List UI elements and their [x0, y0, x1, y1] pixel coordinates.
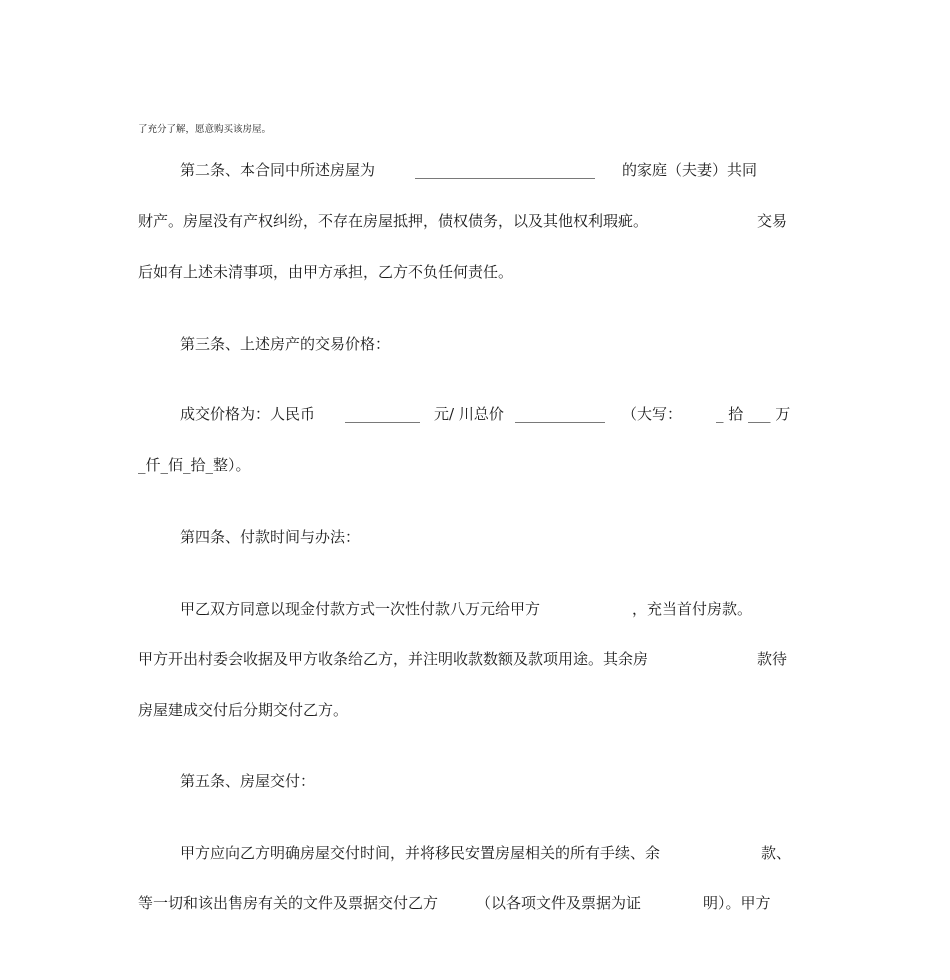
total-price-blank: ____________ [515, 405, 605, 423]
capital-amount-label: （大写： [622, 405, 683, 423]
unit-price-text: 元/ 川总价 [434, 405, 504, 423]
receipt-text: 甲方开出村委会收据及甲方收条给乙方，并注明收款数额及款项用途。其余房 [138, 650, 649, 668]
article-2-intro: 第二条、本合同中所述房屋为 [180, 161, 376, 179]
article-4-paragraph-line-2 [0, 649, 950, 669]
evidence-end-text: 明）。甲方 [703, 894, 771, 912]
payment-method-text: 甲乙双方同意以现金付款方式一次性付款八万元给甲方 [180, 600, 541, 618]
article-4-heading: 第四条、付款时间与办法： [180, 528, 361, 546]
article-2-family-property: 的家庭（夫妻）共同 [622, 161, 758, 179]
remaining-payment-end: 款、 [761, 844, 792, 862]
article-5-paragraph-line-2 [0, 893, 950, 913]
top-fragment-text: 了充分了解，愿意购买该房屋。 [138, 124, 272, 135]
article-2-line-3: 后如有上述未清事项，由甲方承担，乙方不负任何责任。 [138, 263, 514, 281]
house-owner-blank: ________________________ [415, 161, 595, 179]
capital-amount-blanks: _ 拾 ___ 万 [716, 405, 791, 423]
article-4-paragraph-line-1 [0, 599, 950, 619]
article-5-heading: 第五条、房屋交付： [180, 772, 316, 790]
remaining-payment-word: 款待 [757, 650, 788, 668]
article-4-paragraph-line-3: 房屋建成交付后分期交付乙方。 [138, 701, 349, 719]
article-2-property-status: 财产。房屋没有产权纠纷，不存在房屋抵押，债权债务，以及其他权利瑕疵。 [138, 212, 649, 230]
documents-text: 等一切和该出售房有关的文件及票据交付乙方 [138, 894, 439, 912]
price-label: 成交价格为：人民币 [180, 405, 316, 423]
article-5-paragraph-line-1 [0, 843, 950, 863]
down-payment-text: ，充当首付房款。 [632, 600, 753, 618]
unit-price-blank: __________ [345, 405, 420, 423]
article-2-transaction-word: 交易 [757, 212, 788, 230]
article-3-heading: 第三条、上述房产的交易价格： [180, 335, 391, 353]
price-line-2: _仟_佰_拾_整）。 [138, 456, 251, 474]
price-line-1 [0, 404, 950, 424]
article-2-line-1 [0, 160, 950, 180]
article-2-line-2 [0, 211, 950, 231]
delivery-obligation-text: 甲方应向乙方明确房屋交付时间，并将移民安置房屋相关的所有手续、余 [180, 844, 661, 862]
evidence-text: （以各项文件及票据为证 [476, 894, 642, 912]
